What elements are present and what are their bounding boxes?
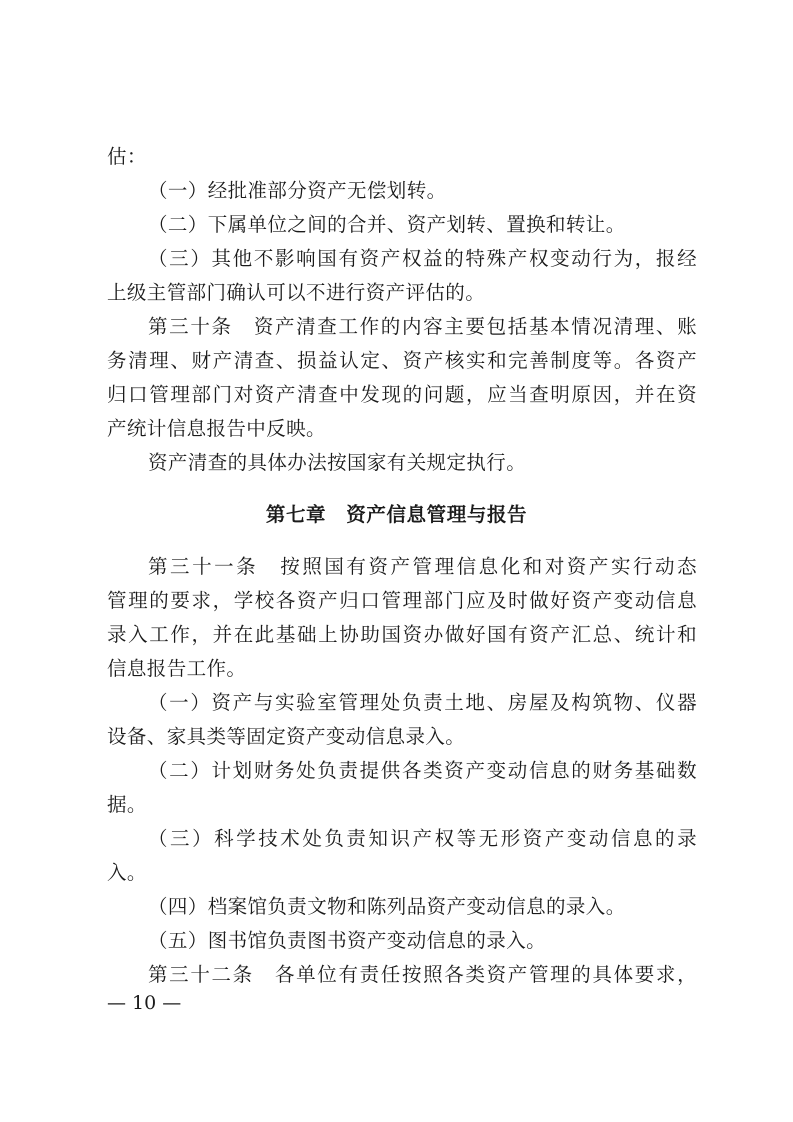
text-line-8: 归口管理部门对资产清查中发现的问题，应当查明原因，并在资 — [107, 383, 697, 406]
text-line-18: 据。 — [107, 793, 147, 816]
text-line-23: 第三十二条 各单位有责任按照各类资产管理的具体要求， — [148, 963, 697, 986]
text-line-16: 设备、家具类等固定资产变动信息录入。 — [107, 725, 466, 748]
text-line-14: 信息报告工作。 — [107, 657, 247, 680]
text-line-5: 上级主管部门确认可以不进行资产评估的。 — [107, 281, 486, 304]
text-line-11: 第三十一条 按照国有资产管理信息化和对资产实行动态 — [148, 555, 697, 578]
text-line-4: （三）其他不影响国有资产权益的特殊产权变动行为，报经 — [148, 247, 697, 270]
chapter-heading: 第七章 资产信息管理与报告 — [265, 503, 528, 526]
text-line-19: （三）科学技术处负责知识产权等无形资产变动信息的录 — [148, 827, 697, 850]
text-line-10: 资产清查的具体办法按国家有关规定执行。 — [148, 451, 527, 474]
text-line-15: （一）资产与实验室管理处负责土地、房屋及构筑物、仪器 — [148, 691, 697, 714]
text-line-7: 务清理、财产清查、损益认定、资产核实和完善制度等。各资产 — [107, 349, 697, 372]
text-line-2: （一）经批准部分资产无偿划转。 — [148, 179, 447, 202]
text-line-22: （五）图书馆负责图书资产变动信息的录入。 — [148, 929, 547, 952]
text-line-12: 管理的要求，学校各资产归口管理部门应及时做好资产变动信息 — [107, 589, 697, 612]
page-number: — 10 — — [107, 992, 182, 1014]
text-line-13: 录入工作，并在此基础上协助国资办做好国有资产汇总、统计和 — [107, 623, 697, 646]
text-line-20: 入。 — [107, 861, 147, 884]
text-line-21: （四）档案馆负责文物和陈列品资产变动信息的录入。 — [148, 895, 626, 918]
text-line-6: 第三十条 资产清查工作的内容主要包括基本情况清理、账 — [148, 315, 697, 338]
text-line-3: （二）下属单位之间的合并、资产划转、置换和转让。 — [148, 213, 626, 236]
text-line-17: （二）计划财务处负责提供各类资产变动信息的财务基础数 — [148, 759, 697, 782]
text-line-9: 产统计信息报告中反映。 — [107, 417, 326, 440]
text-line-1: 估： — [107, 145, 147, 168]
